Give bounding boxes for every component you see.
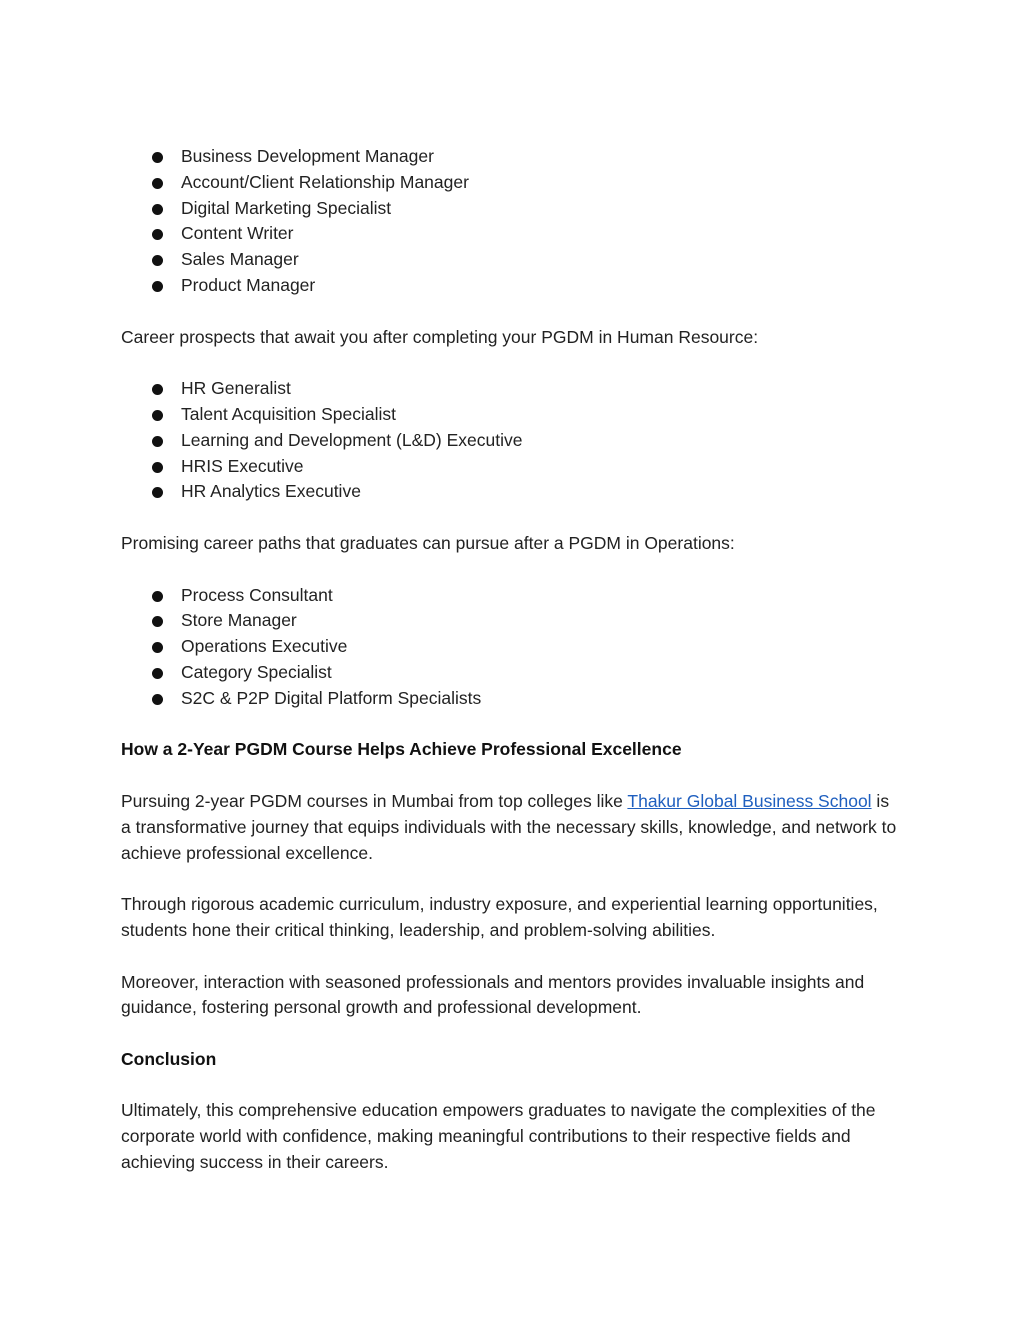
list-item: HR Analytics Executive	[121, 479, 901, 505]
list-item: Digital Marketing Specialist	[121, 196, 901, 222]
mentors-paragraph: Moreover, interaction with seasoned professionals and mentors provides invaluable insights and guidance, fostering personal growth and professional development.	[121, 971, 865, 1018]
document-page	[121, 144, 901, 1176]
list-item: Category Specialist	[121, 660, 901, 686]
list-item: Process Consultant	[121, 583, 901, 609]
bullet-icon	[152, 436, 163, 447]
bullet-icon	[152, 462, 163, 473]
thakur-school-link[interactable]: Thakur Global Business School	[627, 790, 872, 811]
marketing-career-list	[121, 144, 901, 299]
bullet-icon	[152, 255, 163, 266]
pursuing-paragraph: Pursuing 2-year PGDM courses in Mumbai from top colleges like Thakur Global Business School is a transformative journey that equips individuals with the necessary skills, knowledge, and network to achieve professional excellence.	[121, 790, 897, 863]
list-item: Operations Executive	[121, 634, 901, 660]
conclusion-paragraph: Ultimately, this comprehensive education empowers graduates to navigate the complexities of the corporate world with confidence, making meaningful contributions to their respective fields and achieving success in their careers.	[121, 1100, 876, 1173]
ops-intro-paragraph: Promising career paths that graduates can pursue after a PGDM in Operations:	[121, 532, 735, 553]
bullet-icon	[152, 642, 163, 653]
list-item: Content Writer	[121, 221, 901, 247]
list-item: Store Manager	[121, 608, 901, 634]
bullet-icon	[152, 229, 163, 240]
list-item: Business Development Manager	[121, 144, 901, 170]
hr-intro-paragraph: Career prospects that await you after completing your PGDM in Human Resource:	[121, 326, 759, 347]
list-item: Account/Client Relationship Manager	[121, 170, 901, 196]
section-heading: How a 2-Year PGDM Course Helps Achieve Professional Excellence	[121, 739, 682, 760]
operations-career-list	[121, 583, 901, 712]
bullet-icon	[152, 668, 163, 679]
bullet-icon	[152, 152, 163, 163]
bullet-icon	[152, 281, 163, 292]
bullet-icon	[152, 410, 163, 421]
list-item: Sales Manager	[121, 247, 901, 273]
conclusion-heading: Conclusion	[121, 1048, 217, 1069]
bullet-icon	[152, 487, 163, 498]
list-item: S2C & P2P Digital Platform Specialists	[121, 686, 901, 712]
curriculum-paragraph: Through rigorous academic curriculum, industry exposure, and experiential learning opportunities, students hone their critical thinking, leadership, and problem-solving abilities.	[121, 894, 878, 940]
hr-career-list	[121, 376, 901, 505]
bullet-icon	[152, 694, 163, 705]
bullet-icon	[152, 591, 163, 602]
bullet-icon	[152, 178, 163, 189]
list-item: Product Manager	[121, 273, 901, 299]
bullet-icon	[152, 616, 163, 627]
bullet-icon	[152, 204, 163, 215]
list-item: Learning and Development (L&D) Executive	[121, 428, 901, 454]
list-item: HRIS Executive	[121, 454, 901, 480]
list-item: HR Generalist	[121, 376, 901, 402]
bullet-icon	[152, 384, 163, 395]
list-item: Talent Acquisition Specialist	[121, 402, 901, 428]
